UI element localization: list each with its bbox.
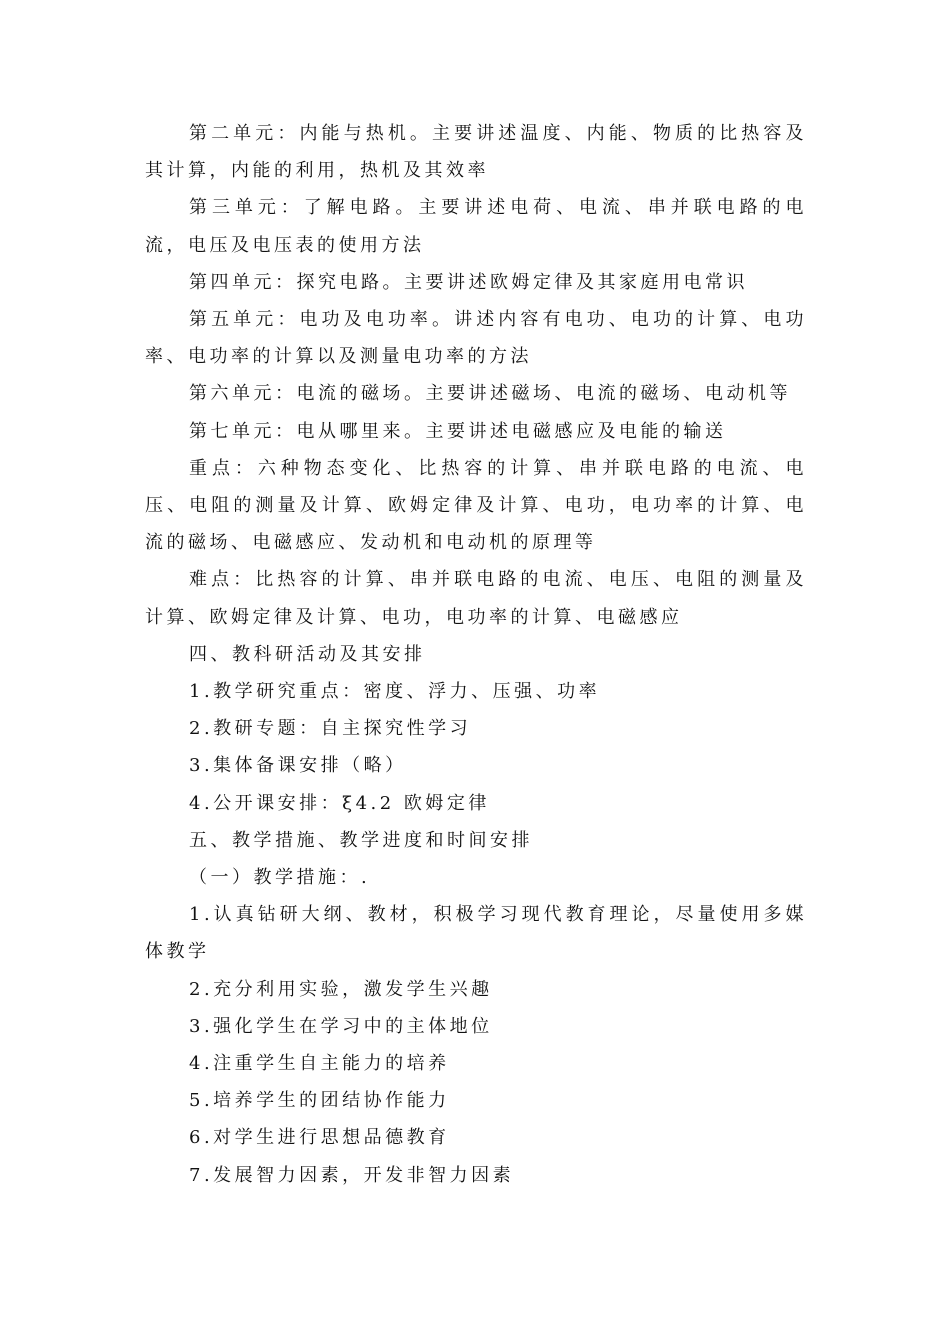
paragraph-unit-4: 第四单元：探究电路。主要讲述欧姆定律及其家庭用电常识: [189, 271, 748, 293]
list-item-measure-6: 6.对学生进行思想品德教育: [189, 1127, 450, 1149]
list-item-measure-1: 1.认真钻研大纲、教材，积极学习现代教育理论，尽量使用多媒体教学: [145, 904, 807, 963]
paragraph-unit-7: 第七单元：电从哪里来。主要讲述电磁感应及电能的输送: [189, 420, 727, 442]
list-item-measure-2: 2.充分利用实验，激发学生兴趣: [189, 978, 493, 1000]
paragraph-difficulties: 难点：比热容的计算、串并联电路的电流、电压、电阻的测量及计算、欧姆定律及计算、电功，电功率的计算、电磁感应: [145, 569, 807, 628]
list-item-research-2: 2.教研专题：自主探究性学习: [189, 718, 472, 740]
list-item-measure-5: 5.培养学生的团结协作能力: [189, 1090, 450, 1112]
list-item-research-3: 3.集体备课安排（略）: [189, 755, 407, 777]
paragraph-unit-6: 第六单元：电流的磁场。主要讲述磁场、电流的磁场、电动机等: [189, 383, 791, 405]
list-item-measure-7: 7.发展智力因素，开发非智力因素: [189, 1164, 515, 1186]
subsection-heading-measures: （一）教学措施：.: [189, 867, 371, 889]
list-item-measure-3: 3.强化学生在学习中的主体地位: [189, 1015, 493, 1037]
paragraph-unit-3: 第三单元：了解电路。主要讲述电荷、电流、串并联电路的电流，电压及电压表的使用方法: [145, 197, 807, 256]
paragraph-key-points: 重点：六种物态变化、比热容的计算、串并联电路的电流、电压、电阻的测量及计算、欧姆定律及计算、电功，电功率的计算、电流的磁场、电磁感应、发动机和电动机的原理等: [145, 457, 807, 554]
section-heading-research: 四、教科研活动及其安排: [189, 643, 426, 665]
list-item-research-4: 4.公开课安排：ξ4.2 欧姆定律: [189, 792, 490, 814]
paragraph-unit-2: 第二单元：内能与热机。主要讲述温度、内能、物质的比热容及其计算，内能的利用，热机及其效率: [145, 123, 807, 182]
document-body: [145, 115, 807, 1194]
section-heading-measures: 五、教学措施、教学进度和时间安排: [189, 829, 533, 851]
paragraph-unit-5: 第五单元：电功及电功率。讲述内容有电功、电功的计算、电功率、电功率的计算以及测量电功率的方法: [145, 309, 807, 368]
list-item-research-1: 1.教学研究重点：密度、浮力、压强、功率: [189, 681, 601, 703]
list-item-measure-4: 4.注重学生自主能力的培养: [189, 1053, 450, 1075]
